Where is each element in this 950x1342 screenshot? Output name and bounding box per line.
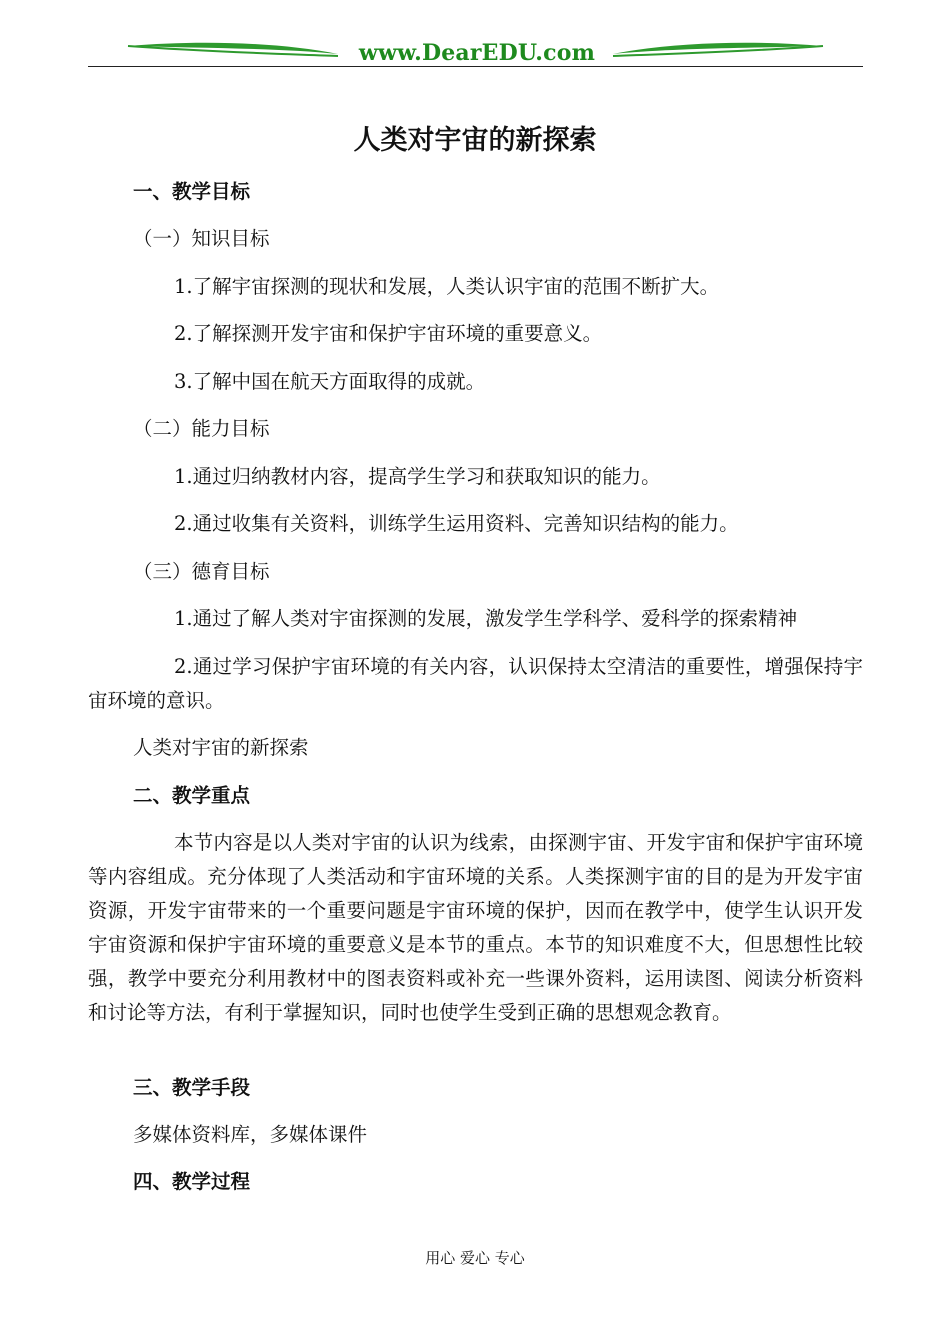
section-heading-4: 四、教学过程 — [133, 1170, 251, 1193]
teaching-means-text: 多媒体资料库，多媒体课件 — [133, 1123, 368, 1146]
subheading-moral: （三）德育目标 — [133, 560, 270, 583]
subheading-ability: （二）能力目标 — [133, 417, 270, 440]
site-logo-text: www.DearEDU.com — [358, 40, 596, 66]
page-title: 人类对宇宙的新探索 — [353, 125, 597, 156]
list-item: 2.了解探测开发宇宙和保护宇宙环境的重要意义。 — [174, 322, 603, 345]
list-item: 1.了解宇宙探测的现状和发展，人类认识宇宙的范围不断扩大。 — [174, 275, 720, 298]
list-item: 2.通过收集有关资料，训练学生运用资料、完善知识结构的能力。 — [174, 512, 739, 535]
key-points-paragraph: 本节内容是以人类对宇宙的认识为线索，由探测宇宙、开发宇宙和保护宇宙环境等内容组成。充分体现了人类活动和宇宙环境的关系。人类探测宇宙的目的是为开发宇宙资源，开发宇宙带来的一个重要问题是宇宙环境的保护，因而在教学中，使学生认识开发宇宙资源和保护宇宙环境的重要意义是本节的重点。本节的知识难度不大，但思想性比较强，教学中要充分利用教材中的图表资料或补充一些课外资料，运用读图、阅读分析资料和讨论等方法，有利于掌握知识，同时也使学生受到正确的思想观念教育。 — [88, 831, 863, 1024]
list-item: 2.通过学习保护宇宙环境的有关内容，认识保持太空清洁的重要性，增强保持宇宙环境的意识。 — [88, 655, 863, 712]
list-item: 3.了解中国在航天方面取得的成就。 — [174, 370, 486, 393]
header-rule — [88, 66, 863, 67]
list-item: 1.通过了解人类对宇宙探测的发展，激发学生学科学、爱科学的探索精神 — [174, 607, 798, 630]
page-footer: 用心 爱心 专心 — [425, 1249, 525, 1267]
section-heading-3: 三、教学手段 — [133, 1076, 251, 1099]
section-heading-2: 二、教学重点 — [133, 784, 251, 807]
list-item: 1.通过归纳教材内容，提高学生学习和获取知识的能力。 — [174, 465, 661, 488]
section-heading-1: 一、教学目标 — [133, 180, 251, 203]
page-header — [88, 34, 863, 70]
repeat-title: 人类对宇宙的新探索 — [133, 736, 309, 759]
subheading-knowledge: （一）知识目标 — [133, 227, 270, 250]
